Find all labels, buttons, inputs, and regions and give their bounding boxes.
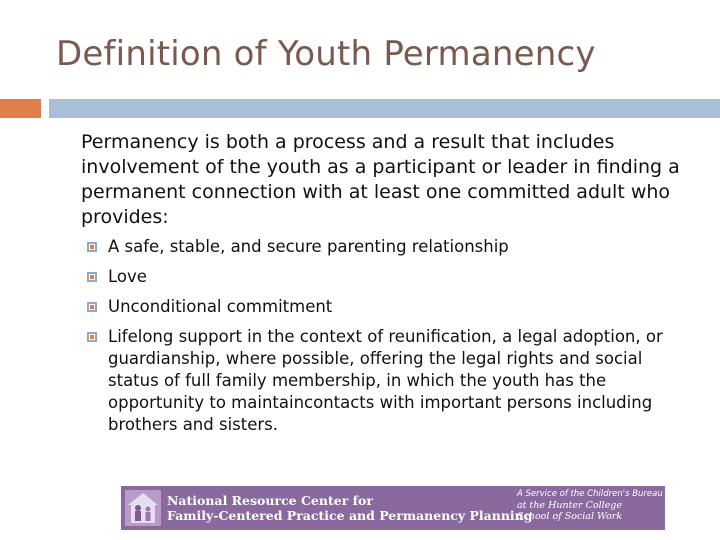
square-bullet-icon [87,242,97,252]
square-bullet-icon [87,332,97,342]
service-line: A Service of the Children's Bureau [517,489,663,499]
bullet-item [86,266,686,288]
organization-name-line2: Family-Centered Practice and Permanency Planning [167,508,533,523]
slide-title: Definition of Youth Permanency [56,34,596,74]
square-bullet-icon [87,272,97,282]
organization-banner [121,486,665,530]
bullet-list [86,236,686,436]
organization-name [167,493,533,523]
slide-body [81,130,681,444]
bullet-text: Love [108,267,147,286]
bullet-text: A safe, stable, and secure parenting relationship [108,237,509,256]
bullet-text: Lifelong support in the context of reunification, a legal adoption, or guardianship, where possible, offering the legal rights and social status of full family membership, in which the youth has the opportunity to maintaincontacts with important persons including brothers and sisters. [108,327,663,434]
bullet-item [86,236,686,258]
college-line2: School of Social Work [517,511,623,522]
family-logo-icon [125,490,161,526]
bullet-item [86,296,686,318]
bullet-item [86,326,686,436]
title-rule-accent [0,99,41,118]
square-bullet-icon [87,302,97,312]
bullet-text: Unconditional commitment [108,297,333,316]
intro-paragraph: Permanency is both a process and a result that includes involvement of the youth as a participant or leader in finding a permanent connection with at least one committed adult who provides: [81,131,680,228]
title-rule-bar [49,99,720,118]
organization-name-line1: National Resource Center for [167,493,373,508]
sponsor-info [517,489,663,522]
college-line1: at the Hunter College [517,500,622,511]
